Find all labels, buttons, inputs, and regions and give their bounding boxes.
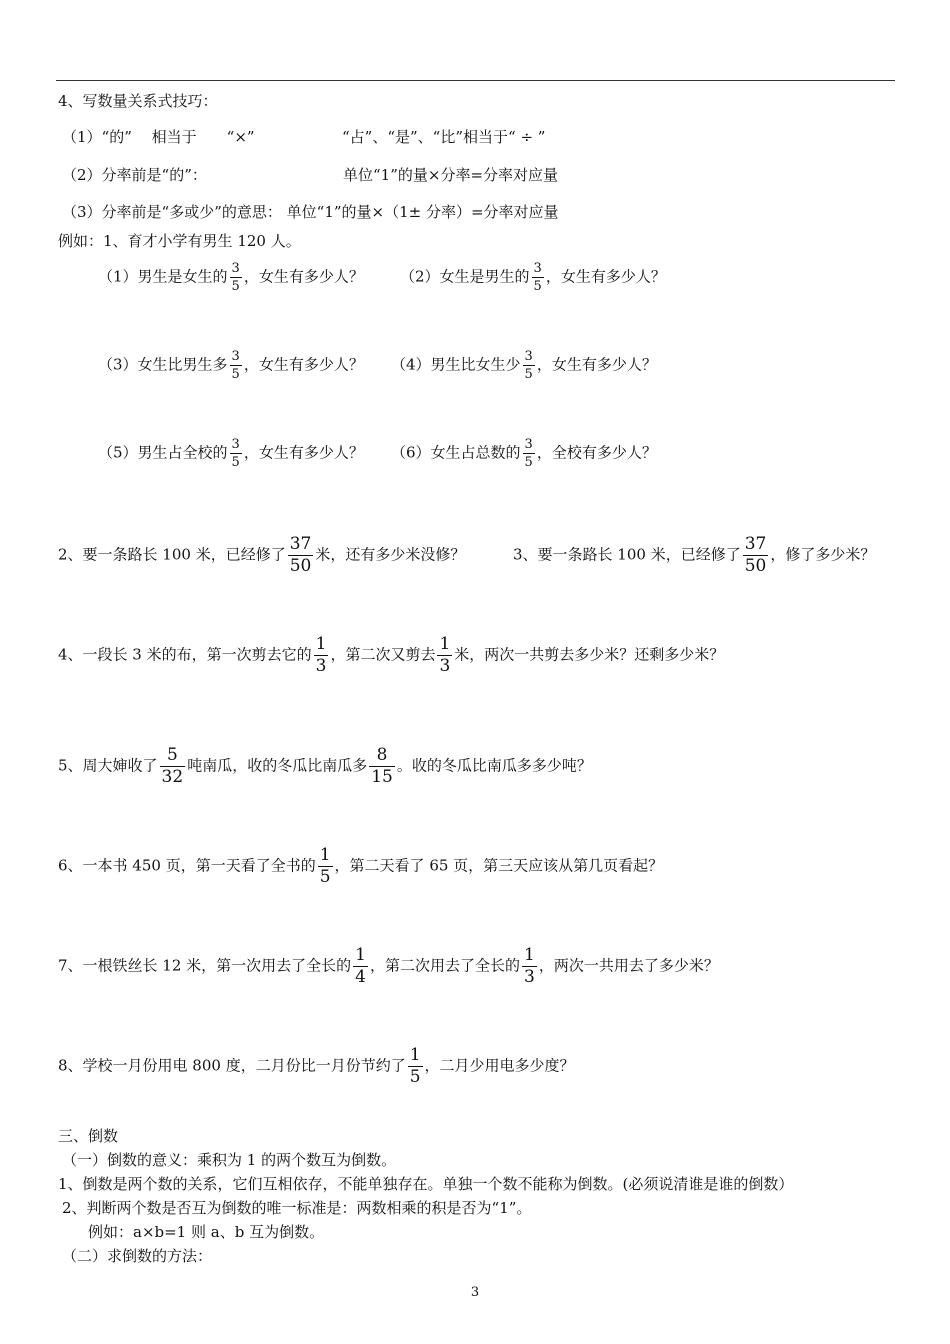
example-q6: （6）女生占总数的 $\frac{3}{5}$ ，全校有多少人？ [391, 437, 657, 470]
fraction-1-3: $\frac{1}{3}$ [439, 634, 451, 676]
fraction-3-5: $\frac{3}{5}$ [231, 349, 240, 382]
fraction-1-3: $\frac{1}{3}$ [315, 634, 327, 676]
section3-title: 三、倒数 [58, 1127, 119, 1145]
example-q4: （4）男生比女生少 $\frac{3}{5}$ ，女生有多少人？ [391, 349, 657, 382]
example-q2: （2）女生是男生的 $\frac{3}{5}$ ，女生有多少人？ [400, 261, 666, 294]
section3-point2: 2、判断两个数是否互为倒数的唯一标准是：两数相乘的积是否为“1”。 [62, 1199, 532, 1217]
rule2-right: 单位“1”的量×分率=分率对应量 [343, 166, 559, 184]
problem-6: 6、一本书 450 页，第一天看了全书的 $\frac{1}{5}$ ，第二天看了 65 页，第三天应该从第几页看起？ [58, 845, 664, 887]
rule1-right: “占”、“是”、“比”相当于“ ÷ ” [342, 128, 546, 146]
fraction-5-32: $\frac{5}{32}$ [161, 745, 184, 787]
problem-3: 3、要一条路长 100 米，已经修了 $\frac{37}{50}$ ，修了多少米？ [513, 534, 876, 576]
example-q1: （1）男生是女生的 $\frac{3}{5}$ ，女生有多少人？ [98, 261, 364, 294]
section3-definition: （一）倒数的意义：乘积为 1 的两个数互为倒数。 [62, 1151, 397, 1169]
example-q3: （3）女生比男生多 $\frac{3}{5}$ ，女生有多少人？ [98, 349, 364, 382]
fraction-1-4: $\frac{1}{4}$ [355, 945, 366, 987]
fraction-37-50: $\frac{37}{50}$ [289, 534, 312, 576]
page-number: 3 [470, 1285, 480, 1300]
rule3: （3）分率前是“多或少”的意思： 单位“1”的量×（1± 分率）=分率对应量 [62, 203, 559, 221]
fraction-37-50: $\frac{37}{50}$ [744, 534, 767, 576]
rule1-left: （1）“的” 相当于 “×” [62, 128, 255, 146]
problem-2: 2、要一条路长 100 米，已经修了 $\frac{37}{50}$ 米，还有多少米没修？ [58, 534, 466, 576]
header-rule [56, 80, 895, 81]
section3-point1: 1、倒数是两个数的关系，它们互相依存，不能单独存在。单独一个数不能称为倒数。(必须说清谁是谁的倒数） [58, 1175, 794, 1193]
fraction-1-3: $\frac{1}{3}$ [524, 945, 535, 987]
fraction-8-15: $\frac{8}{15}$ [371, 745, 393, 787]
problem-8: 8、学校一月份用电 800 度，二月份比一月份节约了 $\frac{1}{5}$ ，二月少用电多少度？ [58, 1045, 575, 1087]
section3-example: 例如：a×b=1 则 a、b 互为倒数。 [88, 1223, 325, 1241]
rule2-left: （2）分率前是“的”： [62, 166, 207, 184]
fraction-3-5: $\frac{3}{5}$ [231, 261, 240, 294]
fraction-1-5: $\frac{1}{5}$ [319, 845, 331, 887]
section4-title: 4、写数量关系式技巧： [58, 92, 218, 110]
section3-method-title: （二）求倒数的方法： [62, 1247, 213, 1265]
problem-5: 5、周大婶收了 $\frac{5}{32}$ 吨南瓜，收的冬瓜比南瓜多 $\frac{8}{15}$ 。收的冬瓜比南瓜多多少吨？ [58, 745, 592, 787]
problem-7: 7、一根铁丝长 12 米，第一次用去了全长的 $\frac{1}{4}$ ，第二次用去了全长的 $\frac{1}{3}$ ，两次一共用去了多少米？ [58, 945, 719, 987]
fraction-3-5: $\frac{3}{5}$ [231, 437, 240, 470]
example-q5: （5）男生占全校的 $\frac{3}{5}$ ，女生有多少人？ [98, 437, 364, 470]
example-intro: 例如：1、育才小学有男生 120 人。 [58, 232, 301, 250]
fraction-3-5: $\frac{3}{5}$ [524, 349, 533, 382]
problem-4: 4、一段长 3 米的布，第一次剪去它的 $\frac{1}{3}$ ，第二次又剪去 $\frac{1}{3}$ 米，两次一共剪去多少米？还剩多少米？ [58, 634, 725, 676]
fraction-1-5: $\frac{1}{5}$ [409, 1045, 421, 1087]
fraction-3-5: $\frac{3}{5}$ [524, 437, 533, 470]
fraction-3-5: $\frac{3}{5}$ [533, 261, 542, 294]
